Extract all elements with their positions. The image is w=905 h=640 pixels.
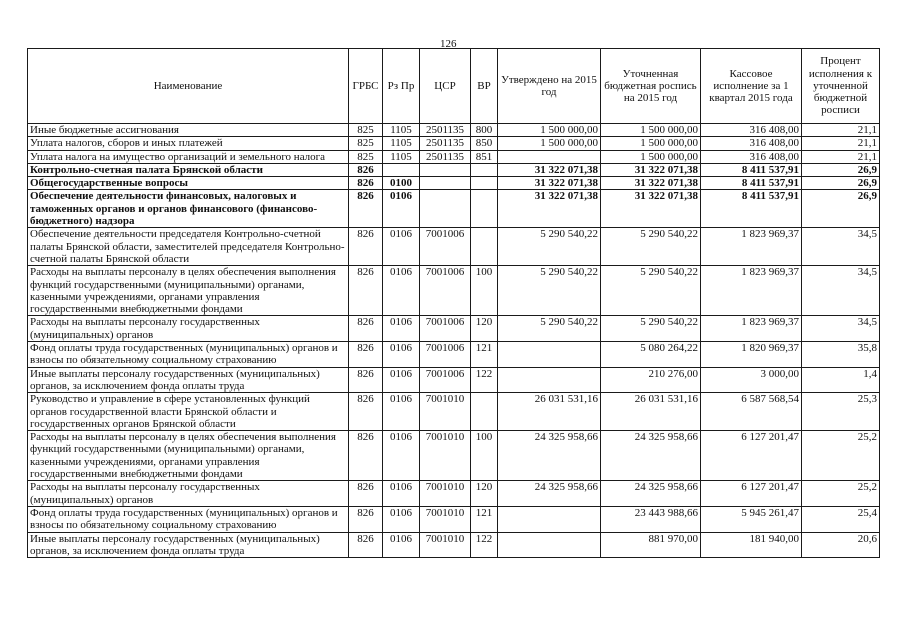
cell-grbs: 826 [349, 266, 383, 316]
cell-vr: 122 [471, 367, 498, 393]
cell-refined: 881 970,00 [601, 532, 701, 558]
table-row [28, 266, 880, 316]
table-row [28, 316, 880, 342]
cell-vr: 800 [471, 124, 498, 137]
cell-csr: 2501135 [420, 137, 471, 150]
cell-vr [471, 177, 498, 190]
cell-rzpr: 0106 [383, 393, 420, 431]
cell-grbs: 826 [349, 506, 383, 532]
cell-csr: 7001010 [420, 506, 471, 532]
cell-percent: 34,5 [802, 316, 880, 342]
cell-percent: 34,5 [802, 228, 880, 266]
cell-grbs: 826 [349, 190, 383, 228]
header-grbs: ГРБС [349, 49, 383, 124]
cell-vr [471, 163, 498, 176]
cell-name: Расходы на выплаты персоналу государственных (муниципальных) органов [28, 481, 349, 507]
cell-rzpr: 0106 [383, 481, 420, 507]
header-rzpr: Рз Пр [383, 49, 420, 124]
cell-rzpr: 1105 [383, 150, 420, 163]
cell-refined: 1 500 000,00 [601, 124, 701, 137]
cell-vr [471, 228, 498, 266]
cell-vr: 120 [471, 481, 498, 507]
cell-grbs: 826 [349, 342, 383, 368]
cell-vr: 100 [471, 266, 498, 316]
cell-csr [420, 190, 471, 228]
cell-csr: 7001006 [420, 342, 471, 368]
cell-approved: 5 290 540,22 [498, 228, 601, 266]
cell-percent: 26,9 [802, 190, 880, 228]
cell-refined: 31 322 071,38 [601, 177, 701, 190]
cell-refined: 5 290 540,22 [601, 316, 701, 342]
cell-refined: 31 322 071,38 [601, 190, 701, 228]
cell-grbs: 826 [349, 163, 383, 176]
cell-approved [498, 506, 601, 532]
cell-vr: 121 [471, 342, 498, 368]
cell-refined: 210 276,00 [601, 367, 701, 393]
cell-name: Расходы на выплаты персоналу в целях обеспечения выполнения функций государственными (муниципальными) органами, казенными учреждениями, органами управления государственными внебюджетными фондами [28, 266, 349, 316]
cell-name: Уплата налога на имущество организаций и земельного налога [28, 150, 349, 163]
cell-grbs: 826 [349, 367, 383, 393]
header-percent: Процент исполнения к уточненной бюджетной росписи [802, 49, 880, 124]
cell-percent: 25,4 [802, 506, 880, 532]
table-row [28, 177, 880, 190]
cell-csr: 7001006 [420, 228, 471, 266]
cell-percent: 1,4 [802, 367, 880, 393]
table-row [28, 367, 880, 393]
cell-approved [498, 150, 601, 163]
cell-grbs: 825 [349, 124, 383, 137]
cell-name: Фонд оплаты труда государственных (муниципальных) органов и взносы по обязательному социальному страхованию [28, 342, 349, 368]
cell-rzpr: 1105 [383, 124, 420, 137]
table-row [28, 532, 880, 558]
cell-approved: 24 325 958,66 [498, 431, 601, 481]
cell-csr: 7001010 [420, 532, 471, 558]
cell-cash: 6 127 201,47 [701, 431, 802, 481]
cell-approved: 31 322 071,38 [498, 177, 601, 190]
cell-approved: 24 325 958,66 [498, 481, 601, 507]
cell-vr [471, 393, 498, 431]
cell-rzpr [383, 163, 420, 176]
cell-name: Расходы на выплаты персоналу в целях обеспечения выполнения функций государственными (муниципальными) органами, казенными учреждениями, органами управления государственными внебюджетными фондами [28, 431, 349, 481]
cell-refined: 5 290 540,22 [601, 228, 701, 266]
table-row [28, 393, 880, 431]
cell-csr: 7001006 [420, 316, 471, 342]
table-row [28, 228, 880, 266]
cell-percent: 25,2 [802, 431, 880, 481]
cell-rzpr: 0106 [383, 532, 420, 558]
cell-approved [498, 342, 601, 368]
cell-percent: 35,8 [802, 342, 880, 368]
table-row [28, 163, 880, 176]
cell-refined: 26 031 531,16 [601, 393, 701, 431]
cell-refined: 1 500 000,00 [601, 137, 701, 150]
cell-grbs: 826 [349, 177, 383, 190]
cell-vr: 100 [471, 431, 498, 481]
cell-csr: 2501135 [420, 124, 471, 137]
cell-rzpr: 0106 [383, 506, 420, 532]
cell-name: Обеспечение деятельности председателя Контрольно-счетной палаты Брянской области, заместителей председателя Контрольно-счетной палаты Брянской области [28, 228, 349, 266]
cell-approved: 31 322 071,38 [498, 190, 601, 228]
cell-approved: 1 500 000,00 [498, 124, 601, 137]
cell-grbs: 826 [349, 316, 383, 342]
cell-grbs: 826 [349, 228, 383, 266]
cell-cash: 316 408,00 [701, 150, 802, 163]
cell-cash: 6 587 568,54 [701, 393, 802, 431]
cell-csr: 2501135 [420, 150, 471, 163]
cell-cash: 8 411 537,91 [701, 177, 802, 190]
cell-refined: 31 322 071,38 [601, 163, 701, 176]
table-row [28, 124, 880, 137]
cell-name: Иные выплаты персоналу государственных (муниципальных) органов, за исключением фонда оплаты труда [28, 367, 349, 393]
cell-name: Контрольно-счетная палата Брянской области [28, 163, 349, 176]
cell-rzpr: 0106 [383, 190, 420, 228]
table-row [28, 190, 880, 228]
cell-rzpr: 0100 [383, 177, 420, 190]
cell-percent: 26,9 [802, 163, 880, 176]
cell-csr [420, 163, 471, 176]
cell-rzpr: 0106 [383, 367, 420, 393]
cell-approved: 1 500 000,00 [498, 137, 601, 150]
header-name: Наименование [28, 49, 349, 124]
cell-name: Фонд оплаты труда государственных (муниципальных) органов и взносы по обязательному социальному страхованию [28, 506, 349, 532]
cell-csr: 7001010 [420, 393, 471, 431]
budget-table [27, 48, 880, 558]
cell-name: Руководство и управление в сфере установленных функций органов государственной власти Брянской области и государственных органов Брянской области [28, 393, 349, 431]
cell-refined: 5 290 540,22 [601, 266, 701, 316]
header-vr: ВР [471, 49, 498, 124]
cell-csr [420, 177, 471, 190]
cell-rzpr: 0106 [383, 266, 420, 316]
cell-name: Иные бюджетные ассигнования [28, 124, 349, 137]
cell-rzpr: 0106 [383, 316, 420, 342]
cell-cash: 1 823 969,37 [701, 266, 802, 316]
cell-vr: 121 [471, 506, 498, 532]
cell-vr: 850 [471, 137, 498, 150]
table-row [28, 137, 880, 150]
cell-cash: 181 940,00 [701, 532, 802, 558]
cell-name: Иные выплаты персоналу государственных (муниципальных) органов, за исключением фонда оплаты труда [28, 532, 349, 558]
page-number: 126 [440, 38, 457, 50]
cell-refined: 24 325 958,66 [601, 431, 701, 481]
cell-percent: 26,9 [802, 177, 880, 190]
cell-cash: 5 945 261,47 [701, 506, 802, 532]
cell-name: Обеспечение деятельности финансовых, налоговых и таможенных органов и органов финансового (финансово-бюджетного) надзора [28, 190, 349, 228]
cell-grbs: 826 [349, 481, 383, 507]
cell-name: Общегосударственные вопросы [28, 177, 349, 190]
table-row [28, 506, 880, 532]
cell-csr: 7001006 [420, 367, 471, 393]
cell-approved [498, 367, 601, 393]
cell-grbs: 825 [349, 137, 383, 150]
header-csr: ЦСР [420, 49, 471, 124]
cell-cash: 316 408,00 [701, 137, 802, 150]
cell-approved: 31 322 071,38 [498, 163, 601, 176]
cell-percent: 20,6 [802, 532, 880, 558]
table-body [28, 124, 880, 558]
cell-csr: 7001010 [420, 481, 471, 507]
cell-rzpr: 0106 [383, 431, 420, 481]
cell-name: Расходы на выплаты персоналу государственных (муниципальных) органов [28, 316, 349, 342]
cell-csr: 7001006 [420, 266, 471, 316]
cell-approved: 5 290 540,22 [498, 266, 601, 316]
table-row [28, 342, 880, 368]
cell-percent: 21,1 [802, 124, 880, 137]
cell-refined: 1 500 000,00 [601, 150, 701, 163]
cell-percent: 25,2 [802, 481, 880, 507]
cell-cash: 6 127 201,47 [701, 481, 802, 507]
cell-vr: 120 [471, 316, 498, 342]
cell-percent: 21,1 [802, 150, 880, 163]
cell-approved [498, 532, 601, 558]
table-row [28, 481, 880, 507]
cell-grbs: 825 [349, 150, 383, 163]
header-approved: Утверждено на 2015 год [498, 49, 601, 124]
cell-grbs: 826 [349, 393, 383, 431]
cell-cash: 8 411 537,91 [701, 190, 802, 228]
table-row [28, 431, 880, 481]
cell-cash: 1 823 969,37 [701, 228, 802, 266]
cell-grbs: 826 [349, 431, 383, 481]
cell-cash: 316 408,00 [701, 124, 802, 137]
cell-cash: 8 411 537,91 [701, 163, 802, 176]
table-header-row [28, 49, 880, 124]
cell-cash: 1 823 969,37 [701, 316, 802, 342]
cell-percent: 34,5 [802, 266, 880, 316]
cell-approved: 26 031 531,16 [498, 393, 601, 431]
cell-refined: 5 080 264,22 [601, 342, 701, 368]
cell-approved: 5 290 540,22 [498, 316, 601, 342]
cell-rzpr: 0106 [383, 342, 420, 368]
cell-name: Уплата налогов, сборов и иных платежей [28, 137, 349, 150]
header-refined: Уточненная бюджетная роспись на 2015 год [601, 49, 701, 124]
cell-percent: 21,1 [802, 137, 880, 150]
cell-cash: 1 820 969,37 [701, 342, 802, 368]
cell-refined: 24 325 958,66 [601, 481, 701, 507]
table-row [28, 150, 880, 163]
cell-vr: 851 [471, 150, 498, 163]
cell-grbs: 826 [349, 532, 383, 558]
cell-refined: 23 443 988,66 [601, 506, 701, 532]
cell-vr [471, 190, 498, 228]
cell-cash: 3 000,00 [701, 367, 802, 393]
header-cash: Кассовое исполнение за 1 квартал 2015 года [701, 49, 802, 124]
cell-rzpr: 0106 [383, 228, 420, 266]
cell-rzpr: 1105 [383, 137, 420, 150]
cell-percent: 25,3 [802, 393, 880, 431]
cell-csr: 7001010 [420, 431, 471, 481]
cell-vr: 122 [471, 532, 498, 558]
